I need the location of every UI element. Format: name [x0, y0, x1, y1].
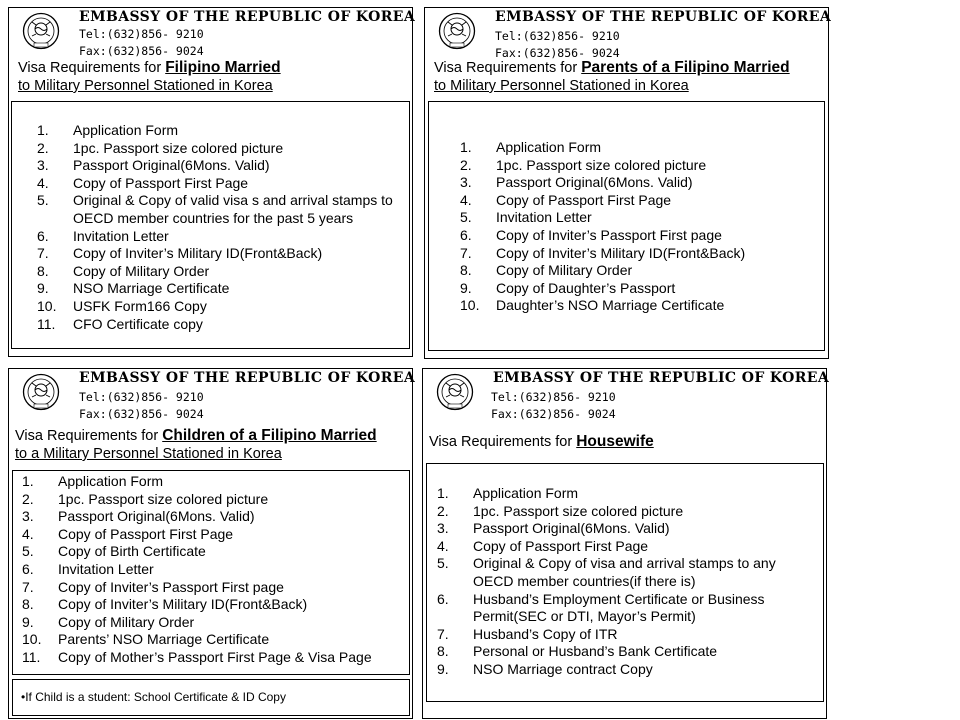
embassy-tel: Tel:(632)856- 9210: [79, 390, 204, 404]
requirement-subject: Filipino Married: [165, 59, 281, 76]
list-item: 5. Invitation Letter: [460, 209, 592, 226]
card-housewife: [422, 368, 830, 719]
list-item: 4. Copy of Passport First Page: [437, 537, 649, 554]
requirement-subtitle: to Military Personnel Stationed in Korea: [18, 78, 273, 94]
list-item: 1. Application Form: [22, 473, 164, 489]
embassy-title: EMBASSY OF THE REPUBLIC OF KOREA: [493, 370, 830, 386]
requirement-subject: Housewife: [576, 433, 654, 450]
requirement-prefix: Visa Requirements for: [18, 60, 162, 76]
list-item: 4. Copy of Passport First Page: [37, 174, 249, 191]
embassy-fax: Fax:(632)856- 9024: [79, 407, 204, 421]
list-item: 2. 1pc. Passport size colored picture: [37, 139, 284, 156]
requirements-list: [460, 139, 745, 315]
student-note: •If Child is a student: School Certificate & ID Copy: [21, 690, 286, 704]
requirement-subject: Children of a Filipino Married: [162, 427, 377, 444]
requirements-list: [37, 122, 393, 333]
embassy-tel: Tel:(632)856- 9210: [491, 390, 616, 404]
list-item: 8. Copy of Military Order: [460, 262, 633, 279]
list-item: 7. Copy of Inviter’s Passport First page: [22, 578, 284, 595]
requirements-box: [11, 101, 410, 349]
list-item: 4. Copy of Passport First Page: [22, 525, 234, 542]
list-item: 4. Copy of Passport First Page: [460, 191, 672, 208]
requirement-subject: Parents of a Filipino Married: [581, 59, 790, 76]
list-item: 8. Copy of Military Order: [37, 262, 210, 279]
requirement-heading: [429, 433, 654, 451]
list-item: 2. 1pc. Passport size colored picture: [22, 490, 269, 507]
requirement-subtitle: to Military Personnel Stationed in Korea: [434, 78, 689, 94]
requirements-list: [437, 485, 776, 679]
embassy-seal-icon: [22, 12, 60, 50]
list-item: 11. Copy of Mother’s Passport First Page & Visa Page: [22, 648, 372, 665]
list-item: 5. Original & Copy of valid visa s and arrival stamps to OECD member countries for the past 5 years: [37, 192, 393, 226]
embassy-seal-icon: [436, 373, 474, 411]
requirement-subtitle: to a Military Personnel Stationed in Korea: [15, 446, 282, 462]
list-item: 8. Personal or Husband’s Bank Certificate: [437, 643, 718, 660]
embassy-title: EMBASSY OF THE REPUBLIC OF KOREA: [495, 9, 832, 25]
embassy-title: EMBASSY OF THE REPUBLIC OF KOREA: [79, 9, 416, 25]
embassy-tel: Tel:(632)856- 9210: [495, 29, 620, 43]
list-item: 8. Copy of Inviter’s Military ID(Front&Back): [22, 596, 308, 613]
list-item: 5. Copy of Birth Certificate: [22, 543, 206, 560]
card-parents-filipino-married: [424, 7, 832, 359]
list-item: 3. Passport Original(6Mons. Valid): [37, 157, 270, 174]
requirement-prefix: Visa Requirements for: [429, 434, 573, 450]
embassy-fax: Fax:(632)856- 9024: [79, 44, 204, 58]
requirements-box: [426, 463, 824, 702]
list-item: 1. Application Form: [437, 485, 579, 501]
list-item: 3. Passport Original(6Mons. Valid): [460, 174, 693, 191]
embassy-tel: Tel:(632)856- 9210: [79, 27, 204, 41]
list-item: 3. Passport Original(6Mons. Valid): [22, 508, 255, 525]
list-item: 9. Copy of Daughter’s Passport: [460, 279, 676, 296]
list-item: 1. Application Form: [460, 139, 602, 155]
embassy-seal-icon: [22, 373, 60, 411]
list-item: 5. Original & Copy of visa and arrival stamps to any OECD member countries(if there is): [437, 555, 776, 589]
list-item: 9. Copy of Military Order: [22, 613, 195, 630]
requirement-heading: [15, 427, 377, 445]
list-item: 6. Invitation Letter: [37, 227, 169, 244]
list-item: 10. Parents’ NSO Marriage Certificate: [22, 631, 270, 648]
requirement-heading: [18, 59, 281, 77]
list-item: 6. Husband’s Employment Certificate or Business Permit(SEC or DTI, Mayor’s Permit): [437, 590, 765, 625]
list-item: 7. Copy of Inviter’s Military ID(Front&Back): [37, 245, 323, 262]
requirement-heading: [434, 59, 790, 77]
list-item: 10. USFK Form166 Copy: [37, 297, 207, 314]
list-item: 7. Copy of Inviter’s Military ID(Front&Back): [460, 244, 746, 261]
embassy-seal-icon: [438, 12, 476, 50]
requirement-prefix: Visa Requirements for: [434, 60, 578, 76]
list-item: 1. Application Form: [37, 122, 179, 138]
embassy-title: EMBASSY OF THE REPUBLIC OF KOREA: [79, 370, 416, 386]
requirements-box: [428, 101, 825, 351]
list-item: 7. Husband’s Copy of ITR: [437, 625, 618, 642]
list-item: 2. 1pc. Passport size colored picture: [437, 502, 684, 519]
list-item: 6. Invitation Letter: [22, 560, 154, 577]
requirements-box: [12, 470, 410, 675]
card-children-filipino-married: [8, 368, 416, 719]
list-item: 9. NSO Marriage Certificate: [37, 280, 230, 297]
embassy-fax: Fax:(632)856- 9024: [491, 407, 616, 421]
list-item: 9. NSO Marriage contract Copy: [437, 660, 653, 677]
embassy-fax: Fax:(632)856- 9024: [495, 46, 620, 60]
list-item: 3. Passport Original(6Mons. Valid): [437, 520, 670, 537]
list-item: 11. CFO Certificate copy: [37, 315, 203, 332]
requirement-prefix: Visa Requirements for: [15, 428, 159, 444]
card-filipino-married: [8, 7, 416, 357]
list-item: 2. 1pc. Passport size colored picture: [460, 156, 707, 173]
requirements-list: [22, 473, 372, 667]
student-note-box: [12, 679, 410, 716]
list-item: 10. Daughter’s NSO Marriage Certificate: [460, 297, 725, 314]
list-item: 6. Copy of Inviter’s Passport First page: [460, 226, 722, 243]
